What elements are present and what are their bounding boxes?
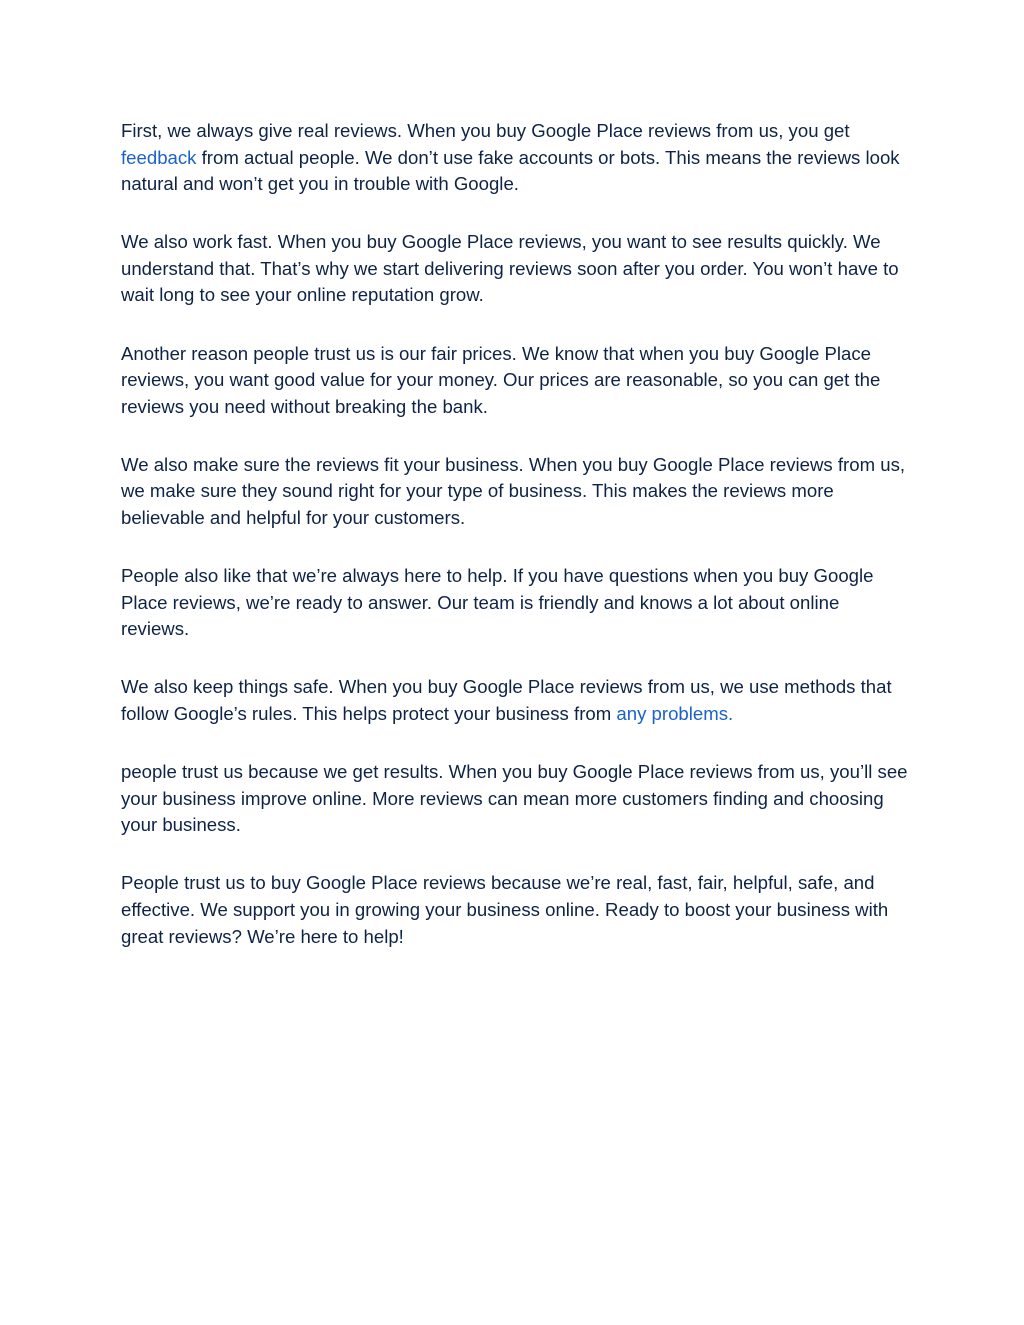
paragraph-conclusion: People trust us to buy Google Place reviews because we’re real, fast, fair, helpful, safe, and effective. We support you in growing your business online. Ready to boost your business with great reviews? We’re here to help!	[121, 872, 889, 947]
paragraph-fit-business: We also make sure the reviews fit your business. When you buy Google Place reviews from us, we make sure they sound right for your type of business. This makes the reviews more believable and helpful for your customers.	[121, 453, 906, 529]
any-problems-link[interactable]: any problems.	[616, 703, 734, 724]
paragraph-fair-prices: Another reason people trust us is our fair prices. We know that when you buy Google Place reviews, you want good value for your money. Our prices are reasonable, so you can get the reviews you need without breaking the bank.	[121, 342, 881, 417]
document-page	[121, 118, 911, 982]
paragraph-real-reviews	[121, 118, 911, 198]
feedback-link[interactable]: feedback	[121, 146, 197, 168]
paragraph-get-results: people trust us because we get results. When you buy Google Place reviews from us, you’ll see your business improve online. More reviews can mean more customers finding and choosing your business.	[121, 761, 908, 836]
paragraph-here-to-help: People also like that we’re always here to help. If you have questions when you buy Google Place reviews, we’re ready to answer. Our team is friendly and knows a lot about online reviews.	[121, 565, 874, 640]
paragraph-text: We also keep things safe. When you buy Google Place reviews from us, we use methods that follow Google’s rules. This helps protect your business from	[121, 676, 892, 724]
paragraph-text: from actual people. We don’t use fake accounts or bots. This means the reviews look natural and won’t get you in trouble with Google.	[121, 146, 900, 195]
paragraph-text: First, we always give real reviews. When you buy Google Place reviews from us, you get	[121, 120, 850, 141]
paragraph-work-fast: We also work fast. When you buy Google Place reviews, you want to see results quickly. We understand that. That’s why we start delivering reviews soon after you order. You won’t have to wait long to see your online reputation grow.	[121, 231, 899, 306]
paragraph-keep-safe	[121, 674, 911, 727]
